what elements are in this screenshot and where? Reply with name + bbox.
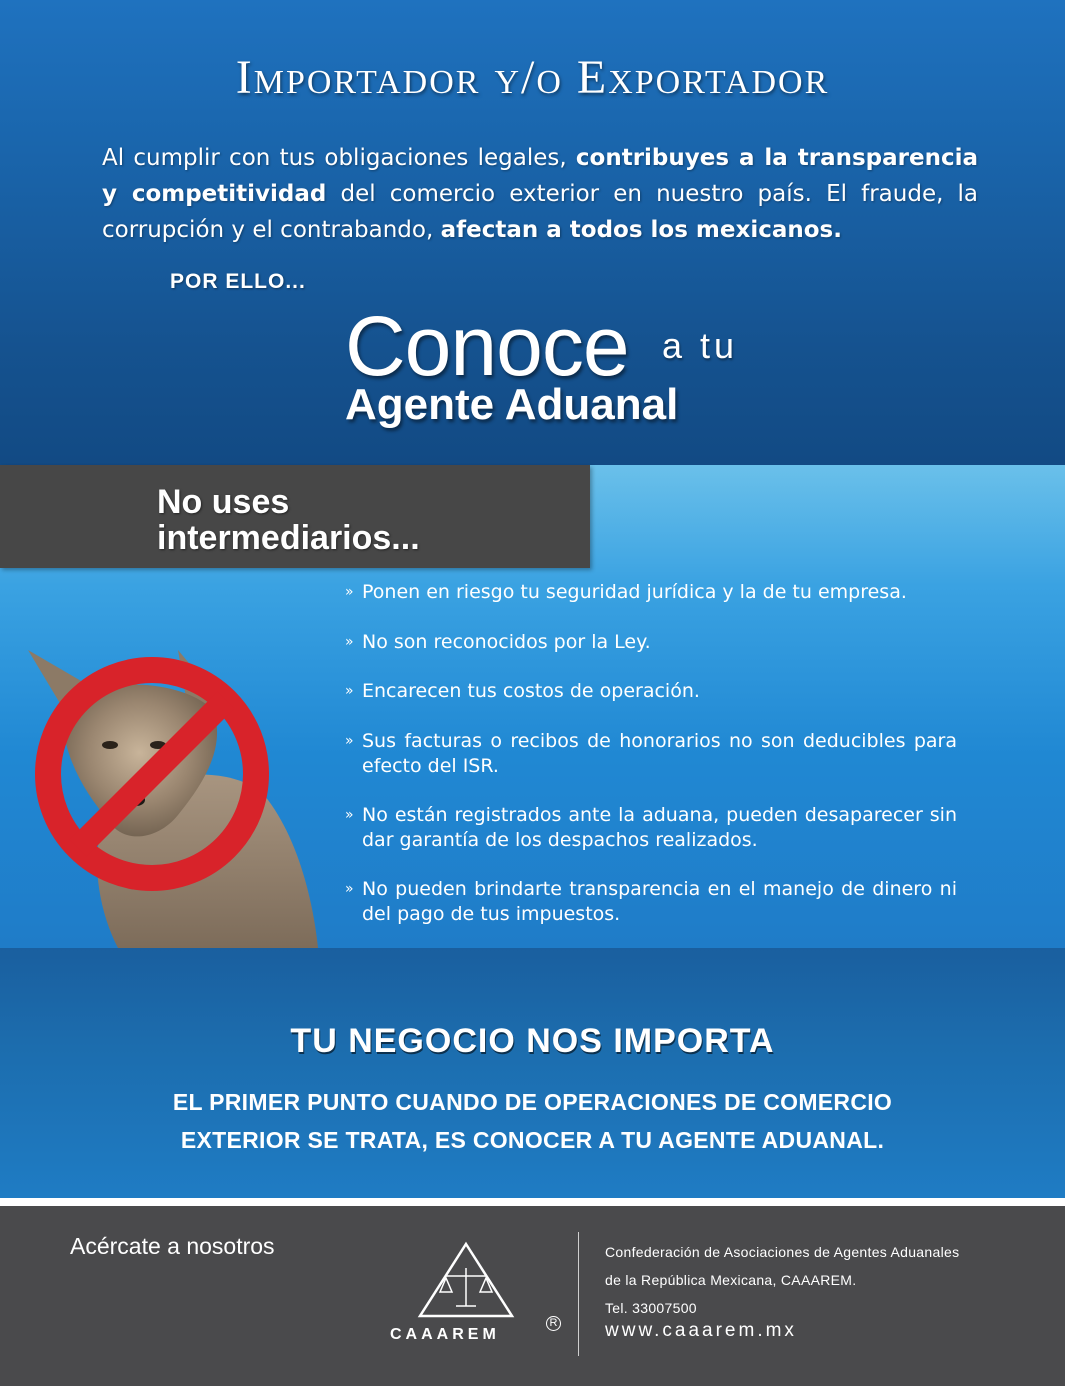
contact-phone: Tel. 33007500 (605, 1300, 697, 1316)
list-item-text: Sus facturas o recibos de honorarios no son deducibles para efecto del ISR. (362, 730, 957, 777)
intro-paragraph (102, 140, 978, 248)
por-ello-label: POR ELLO... (170, 270, 306, 293)
intro-text-1: Al cumplir con tus obligaciones legales, (102, 145, 576, 171)
bullet-marker: » (345, 881, 354, 897)
contact-line: de la República Mexicana, CAAAREM. (605, 1272, 857, 1288)
list-item-text: No están registrados ante la aduana, pueden desaparecer sin dar garantía de los despachos realizados. (362, 804, 957, 851)
list-item (345, 580, 957, 605)
list-item (345, 877, 957, 927)
warning-line-1: No uses (157, 483, 290, 521)
bullet-marker: » (345, 733, 354, 749)
intro-bold-2: afectan a todos los mexicanos. (440, 217, 842, 243)
bullet-marker: » (345, 634, 354, 650)
a-tu-heading: a tu (662, 325, 739, 366)
closing-section (0, 948, 1065, 1198)
conoce-heading: Conoce (345, 299, 629, 393)
closing-line-1: EL PRIMER PUNTO CUANDO DE OPERACIONES DE COMERCIO (172, 1089, 893, 1115)
footer-divider (578, 1232, 579, 1356)
closing-line-2: EXTERIOR SE TRATA, ES CONOCER A TU AGENTE ADUANAL. (180, 1127, 885, 1153)
coyote-prohibition-image (28, 640, 328, 948)
coyote-eye-left (102, 741, 118, 749)
agente-aduanal-heading: Agente Aduanal (345, 380, 679, 429)
intro-text-2: del comercio exterior en nuestro país. El fraude, la corrupción y el contrabando, (102, 181, 979, 243)
list-item (345, 630, 957, 655)
page-title: Importador y/o Exportador (235, 51, 830, 104)
intro-bold-1: contribuyes a la transparencia y competitividad (102, 145, 979, 207)
acercate-label: Acércate a nosotros (70, 1233, 275, 1259)
registered-mark: R (546, 1316, 561, 1331)
list-item (345, 803, 957, 853)
contact-info (605, 1238, 959, 1322)
list-item (345, 729, 957, 779)
caaarem-logo (416, 1240, 516, 1320)
bullet-marker: » (345, 683, 354, 699)
list-item-text: No pueden brindarte transparencia en el manejo de dinero ni del pago de tus impuestos. (362, 878, 957, 925)
list-item-text: No son reconocidos por la Ley. (362, 631, 651, 653)
closing-heading: TU NEGOCIO NOS IMPORTA (290, 1022, 775, 1060)
website-link[interactable]: www.caaarem.mx (605, 1320, 797, 1341)
closing-message (0, 1083, 1065, 1159)
caaarem-wordmark: CAAAREM (390, 1326, 500, 1343)
list-item-text: Encarecen tus costos de operación. (362, 680, 700, 702)
list-item (345, 679, 957, 704)
divider-line (0, 1198, 1065, 1206)
bullet-marker: » (345, 807, 354, 823)
list-item-text: Ponen en riesgo tu seguridad jurídica y la de tu empresa. (362, 581, 907, 603)
contact-line: Confederación de Asociaciones de Agentes Aduanales (605, 1244, 960, 1260)
warning-banner-text (157, 484, 420, 556)
bullet-marker: » (345, 584, 354, 600)
warning-line-2: intermediarios... (157, 519, 420, 557)
